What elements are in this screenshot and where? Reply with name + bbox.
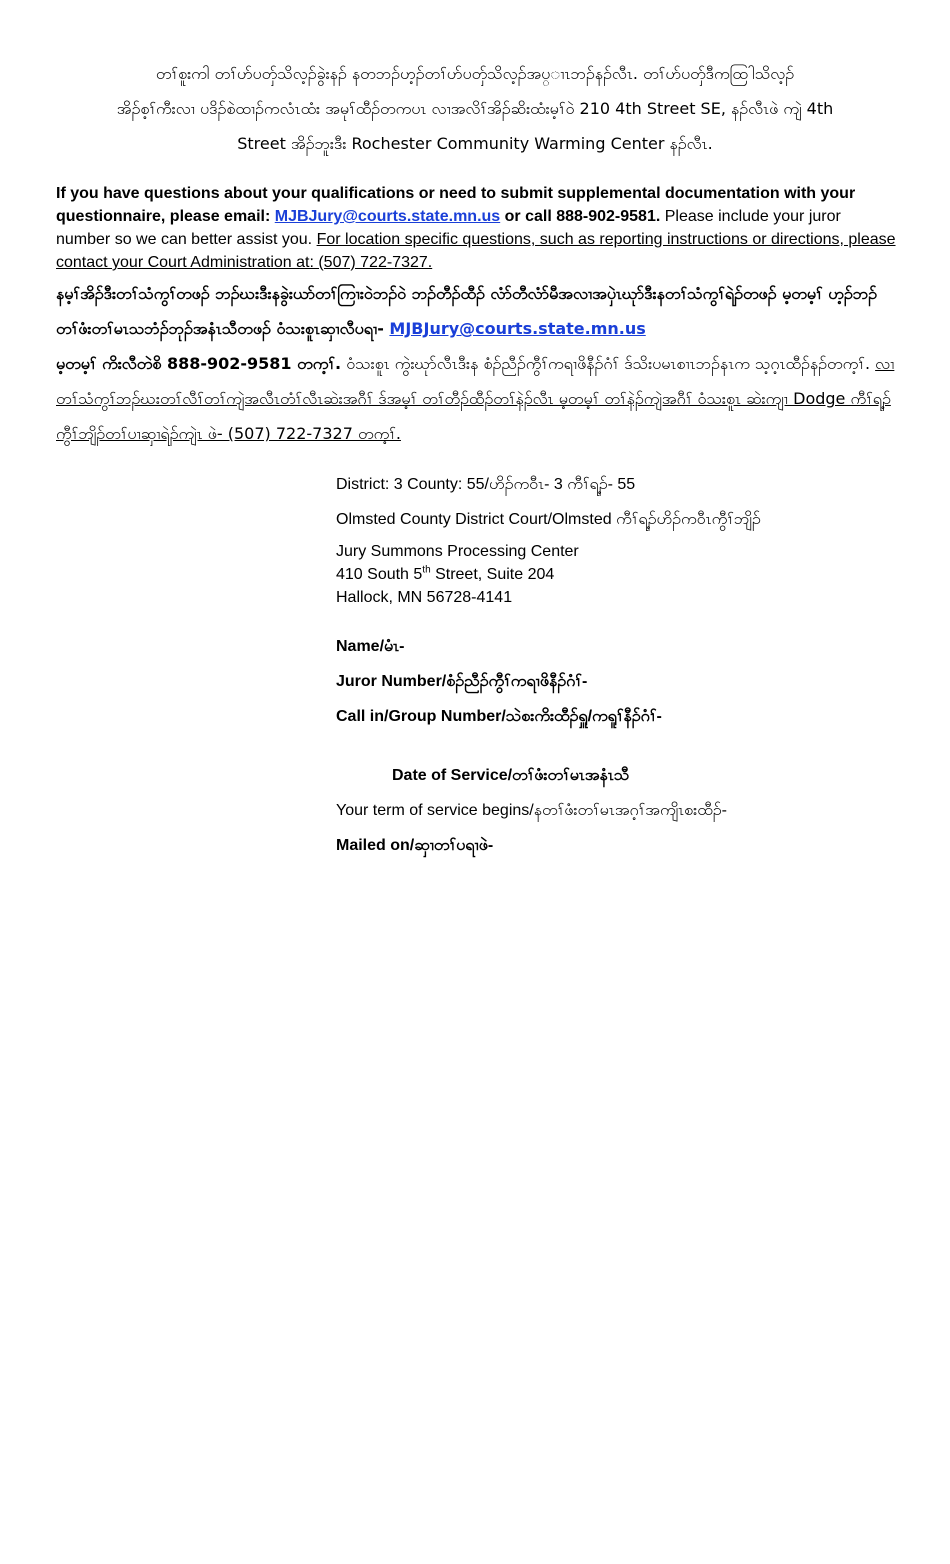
mailed-on-label: Mailed on/ဆှၢတၢ်ပရၢဖဲ- (336, 837, 494, 854)
juror-number-note: Please include your juror number so we can better assist you. (56, 208, 841, 248)
karen-questions-text: နမ့ၢ်အိၣ်ဒီးတၢ်သံကွၢ်တဖၣ် ဘၣ်ဃးဒီးနခွဲးယာ်တၢ်ကြၢးဝဲဘၣ်ဝဲ ဘၣ်တီၣ်ထီၣ် လံာ်တီလံာ်မီအလၢအပှဲၤဃုာ်ဒီးနတၢ်သံကွၢ်ရဲၣ်တဖၣ် မ့တမ့ၢ် ဟ့ၣ်ဘၣ်တၢ်ဖံးတၢ်မၤသဘံၣ်ဘုၣ်အနံၤသီတဖၣ် ဝံသးစူၤဆှၢလီပရၢ- (56, 284, 878, 338)
notice-line-1: တၢ်စူးကါ တၢ်ဟ်ပတှ်သိလ့ၣ်ခွဲးနၣ် နတဘၣ်ဟ့ၣ်တၢ်ဟ်ပတှ်သိလ့ၣ်အပ္ၢၤဘၣ်နၣ်လီၤ. တၢ်ဟ်ပတှ်ဒီကထြါသိလ့ၣ် (155, 64, 795, 83)
juror-number-label: Juror Number/စံၣ်ညီၣ်ကွီၢ်ကရၢဖိနီၣ်ဂံၢ်- (336, 673, 588, 690)
court-name: Olmsted County District Court/Olmsted ကီၢ်ရ့ၣ်ဟိၣ်ကဝီၤကွီၢ်ဘျိၣ် (336, 511, 761, 528)
city-state-zip: Hallock, MN 56728-4141 (336, 589, 513, 606)
karen-call-text: မ့တမ့ၢ် ကိးလီတဲစိ 888-902-9581 တက့ၢ်. (56, 354, 342, 373)
processing-center: Jury Summons Processing Center (336, 543, 579, 560)
email-link[interactable]: MJBJury@courts.state.mn.us (274, 208, 501, 225)
karen-questions-paragraph (56, 276, 896, 451)
street-suite: Street, Suite 204 (430, 566, 555, 583)
notice-line-3: Street အိၣ်ဘူးဒီး Rochester Community Warming Center နၣ်လီၤ. (237, 134, 713, 153)
name-field-label: Name/မံၤ- (336, 638, 405, 655)
group-number-label: Call in/Group Number/သဲစးကိးထီၣ်ရှူ/ကရူၢ်နီၣ်ဂံၢ်- (336, 708, 662, 725)
english-questions-paragraph (56, 182, 896, 274)
karen-location-note: လၢတၢ်သံကွၢ်ဘၣ်ဃးတၢ်လီၢ်တၢ်ကျဲအလီၤတံၢ်လီၤဆဲးအဂီၢ် ဒ်အမ့ၢ် တၢ်တီၣ်ထီၣ်တၢ်နဲၣ်လီၤ မ့တမ့ၢ် တၢ်နဲၣ်ကျဲအဂီၢ် ဝံသးစူၤ ဆဲးကျၢ Dodge ကီၢ်ရ့ၣ်ကွီၢ်ဘျိၣ်တၢ်ပၢဆှၢရဲၣ်ကျဲၤ ဖဲ- (507) 722-7327 တက့ၢ်. (56, 354, 895, 443)
street-address (336, 563, 554, 586)
karen-location-notice (52, 56, 898, 161)
district-county-line: District: 3 County: 55/ဟိၣ်ကဝီၤ- 3 ကီၢ်ရ့ၣ်- 55 (336, 476, 636, 493)
street-ordinal: th (422, 564, 431, 576)
notice-line-2: အိၣ်စ့ၢ်ကီးလၢ ပဒိၣ်စဲထၢၣ်ကလံၤထံး အမုၢ်ထီၣ်တကပၤ လၢအလိၢ်အိၣ်ဆိးထံးမ့ၢ်ဝဲ 210 4th Street SE, နၣ်လီၤဖဲ ကျဲ 4th (116, 99, 834, 118)
term-begins-label: Your term of service begins/နတၢ်ဖံးတၢ်မၤအဂ့ၢ်အကျိၤစးထီၣ်- (336, 802, 727, 819)
karen-email-link[interactable]: MJBJury@courts.state.mn.us (389, 319, 646, 338)
karen-juror-number-note: ဝံသးစူၤ ကွဲးဃုာ်လီၤဒီးန စံၣ်ညီၣ်ကွီၢ်ကရၢဖိနီၣ်ဂံၢ် ဒ်သိးပမၤစၢၤဘၣ်နၤက သ့ဂ့ၤထီၣ်နၣ်တက့ၢ်. (341, 354, 876, 373)
questions-text: If you have questions about your qualifications or need to submit supplemental documentation with your questionnaire, please email: (56, 185, 856, 225)
street-number: 410 South 5 (336, 566, 423, 583)
location-questions-note: For location specific questions, such as reporting instructions or directions, please contact your Court Administration at: (507) 722-7327. (56, 231, 896, 271)
date-of-service-heading: Date of Service/တၢ်ဖံးတၢ်မၤအနံၤသီ (392, 767, 630, 784)
call-text: or call 888-902-9581. (500, 208, 661, 225)
